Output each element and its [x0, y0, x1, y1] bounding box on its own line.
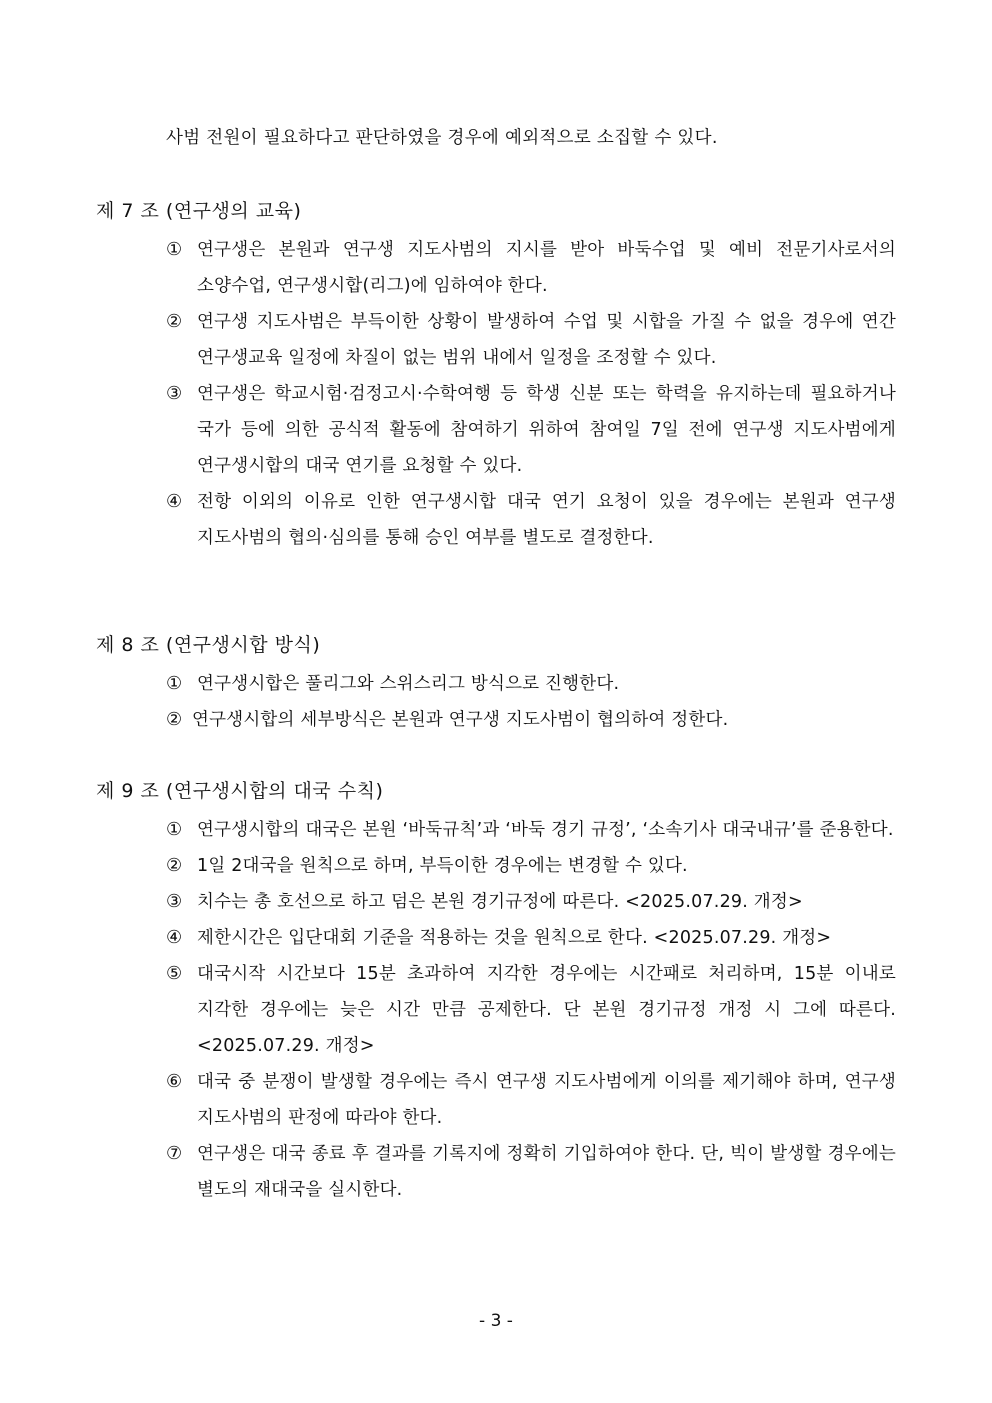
item-number: ③ — [166, 383, 183, 404]
item-number: ① — [166, 673, 183, 694]
article-title: 제 7 조 (연구생의 교육) — [96, 200, 302, 222]
item-number: ④ — [166, 491, 183, 512]
item-text: 연구생은 본원과 연구생 지도사범의 지시를 받아 바둑수업 및 예비 전문기사로서의 소양수업, 연구생시합(리그)에 임하여야 한다. — [197, 240, 896, 296]
article-9 — [96, 776, 906, 1208]
item-number: ④ — [166, 927, 183, 948]
item-text: 대국 중 분쟁이 발생할 경우에는 즉시 연구생 지도사범에게 이의를 제기해야 하며, 연구생 지도사범의 판정에 따라야 한다. — [197, 1072, 896, 1128]
item-number: ② — [166, 311, 183, 332]
list-item — [96, 376, 896, 484]
item-text: 1일 2대국을 원칙으로 하며, 부득이한 경우에는 변경할 수 있다. — [197, 856, 688, 876]
list-item — [96, 1136, 896, 1208]
item-number: ⑦ — [166, 1143, 183, 1164]
item-text: 대국시작 시간보다 15분 초과하여 지각한 경우에는 시간패로 처리하며, 15분 이내로 지각한 경우에는 늦은 시간 만큼 공제한다. 단 본원 경기규정 개정 시 그에 따른다. <2025.07.29. 개정> — [197, 964, 896, 1056]
item-number: ② — [166, 855, 183, 876]
item-number: ⑤ — [166, 963, 183, 984]
item-text: 전항 이외의 이유로 인한 연구생시합 대국 연기 요청이 있을 경우에는 본원과 연구생 지도사범의 협의·심의를 통해 승인 여부를 별도로 결정한다. — [197, 492, 896, 548]
item-number: ① — [166, 239, 183, 260]
item-text: 연구생시합의 대국은 본원 ‘바둑규칙’과 ‘바둑 경기 규정’, ‘소속기사 대국내규’를 준용한다. — [197, 820, 894, 840]
list-item — [96, 920, 896, 956]
item-text: 연구생시합은 풀리그와 스위스리그 방식으로 진행한다. — [197, 674, 620, 694]
item-text: 연구생은 대국 종료 후 결과를 기록지에 정확히 기입하여야 한다. 단, 빅이 발생할 경우에는 별도의 재대국을 실시한다. — [197, 1144, 896, 1200]
page-number: - 3 - — [479, 1311, 513, 1331]
item-number: ① — [166, 819, 183, 840]
item-text: 치수는 총 호선으로 하고 덤은 본원 경기규정에 따른다. <2025.07.29. 개정> — [197, 892, 803, 912]
list-item — [96, 1064, 896, 1136]
item-text: 연구생시합의 세부방식은 본원과 연구생 지도사범이 협의하여 정한다. — [192, 710, 729, 730]
list-item — [96, 304, 896, 376]
article-title: 제 8 조 (연구생시합 방식) — [96, 634, 321, 656]
item-text: 연구생은 학교시험·검정고시·수학여행 등 학생 신분 또는 학력을 유지하는데 필요하거나 국가 등에 의한 공식적 활동에 참여하기 위하여 참여일 7일 전에 연구생 지도사범에게 연구생시합의 대국 연기를 요청할 수 있다. — [197, 384, 896, 476]
list-item — [96, 702, 896, 738]
list-item — [96, 484, 896, 556]
item-text: 연구생 지도사범은 부득이한 상황이 발생하여 수업 및 시합을 가질 수 없을 경우에 연간 연구생교육 일정에 차질이 없는 범위 내에서 일정을 조정할 수 있다. — [197, 312, 896, 368]
item-number: ② — [166, 709, 183, 730]
article-title: 제 9 조 (연구생시합의 대국 수칙) — [96, 780, 384, 802]
list-item — [96, 232, 896, 304]
list-item — [96, 884, 896, 920]
continuation-text: 사범 전원이 필요하다고 판단하였을 경우에 예외적으로 소집할 수 있다. — [166, 128, 718, 148]
article-8 — [96, 630, 906, 738]
article-7 — [96, 196, 906, 556]
list-item — [96, 956, 896, 1064]
item-text: 제한시간은 입단대회 기준을 적용하는 것을 원칙으로 한다. <2025.07.29. 개정> — [197, 928, 832, 948]
list-item — [96, 666, 896, 702]
item-number: ③ — [166, 891, 183, 912]
item-number: ⑥ — [166, 1071, 183, 1092]
list-item — [96, 812, 896, 848]
list-item — [96, 848, 896, 884]
